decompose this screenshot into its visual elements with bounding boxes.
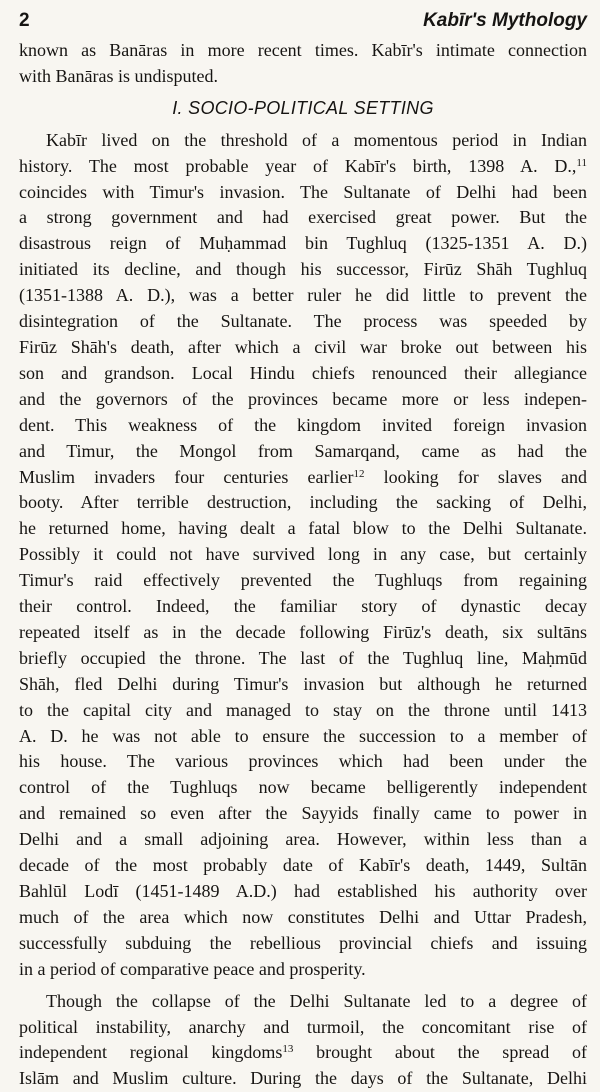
line-text: independent regional kingdoms: [19, 1042, 283, 1063]
text-line: dent. This weakness of the kingdom invited foreign invasion: [19, 414, 587, 435]
line-text: brought about the spread of: [293, 1042, 588, 1063]
text-line: Kabīr lived on the threshold of a momentous period in Indian: [46, 129, 587, 150]
text-line: repeated itself as in the decade following Firūz's death, six sultāns: [19, 621, 587, 642]
text-line: much of the area which now constitutes Delhi and Uttar Pradesh,: [19, 906, 587, 927]
footnote-ref-13: 13: [282, 1043, 294, 1056]
text-line: his house. The various provinces which had been under the: [19, 751, 587, 772]
text-line: successfully subduing the rebellious provincial chiefs and issuing: [19, 932, 587, 953]
text-line: Islām and Muslim culture. During the days of the Sultanate, Delhi: [19, 1068, 587, 1089]
running-head: [19, 4, 587, 38]
text-line: known as Banāras in more recent times. Kabīr's intimate connection: [19, 40, 587, 60]
text-line: Bahlūl Lodī (1451-1489 A.D.) had established his authority over: [19, 881, 587, 901]
text-line: control of the Tughluqs now became belligerently independent: [19, 777, 587, 798]
section-heading: I. SOCIO-POLITICAL SETTING: [172, 97, 434, 118]
paragraph-2: [19, 989, 587, 1092]
text-line: Firūz Shāh's death, after which a civil war broke out between his: [19, 336, 587, 357]
paragraph-1: [19, 128, 587, 983]
line-text: history. The most probable year of Kabīr's birth, 1398 A. D.,: [19, 155, 577, 176]
text-line: their control. Indeed, the familiar story of dynastic decay: [19, 596, 587, 617]
text-line: a strong government and had exercised great power. But the: [19, 207, 587, 228]
line-text: Muslim invaders four centuries earlier: [19, 466, 354, 487]
text-line: (1351-1388 A. D.), was a better ruler he did little to prevent the: [19, 285, 587, 306]
text-line: briefly occupied the throne. The last of the Tughluq line, Maḥmūd: [19, 647, 587, 668]
text-line: booty. After terrible destruction, including the sacking of Delhi,: [19, 492, 587, 513]
running-title: Kabīr's Mythology: [423, 10, 587, 31]
footnote-ref-12: 12: [353, 467, 365, 480]
text-line: [19, 154, 587, 180]
text-line: coincides with Timur's invasion. The Sultanate of Delhi had been: [19, 181, 587, 202]
text-line: initiated its decline, and though his successor, Firūz Shāh Tughluq: [19, 259, 587, 280]
text-line: and the governors of the provinces became more or less indepen-: [19, 388, 587, 409]
text-line: Timur's raid effectively prevented the Tughluqs from regaining: [19, 570, 587, 591]
page-number: 2: [19, 10, 30, 31]
text-line: Shāh, fled Delhi during Timur's invasion but although he returned: [19, 673, 587, 694]
text-line: Delhi and a small adjoining area. However, within less than a: [19, 829, 587, 850]
text-line: A. D. he was not able to ensure the succession to a member of: [19, 725, 587, 746]
text-line: to the capital city and managed to stay on the throne until 1413: [19, 699, 587, 720]
text-line: with Banāras is undisputed.: [19, 65, 218, 86]
line-text: looking for slaves and: [364, 466, 587, 487]
text-line: decade of the most probably date of Kabīr's death, 1449, Sultān: [19, 855, 587, 876]
text-line: [19, 1040, 587, 1066]
text-line: and Timur, the Mongol from Samarqand, came as had the: [19, 440, 587, 461]
text-line: disastrous reign of Muḥammad bin Tughluq (1325-1351 A. D.): [19, 233, 587, 254]
text-line: [19, 465, 587, 491]
text-line: he returned home, having dealt a fatal blow to the Delhi Sultanate.: [19, 518, 587, 539]
text-line: Possibly it could not have survived long in any case, but certainly: [19, 544, 587, 565]
text-line: political instability, anarchy and turmoil, the concomitant rise of: [19, 1016, 587, 1037]
footnote-ref-11: 11: [576, 156, 587, 169]
text-line: disintegration of the Sultanate. The process was speeded by: [19, 311, 587, 332]
text-line: Though the collapse of the Delhi Sultanate led to a degree of: [46, 990, 587, 1011]
intro-text: [19, 38, 587, 90]
text-line: in a period of comparative peace and prosperity.: [19, 958, 366, 979]
text-line: and remained so even after the Sayyids finally came to power in: [19, 803, 587, 824]
text-line: son and grandson. Local Hindu chiefs renounced their allegiance: [19, 362, 587, 383]
